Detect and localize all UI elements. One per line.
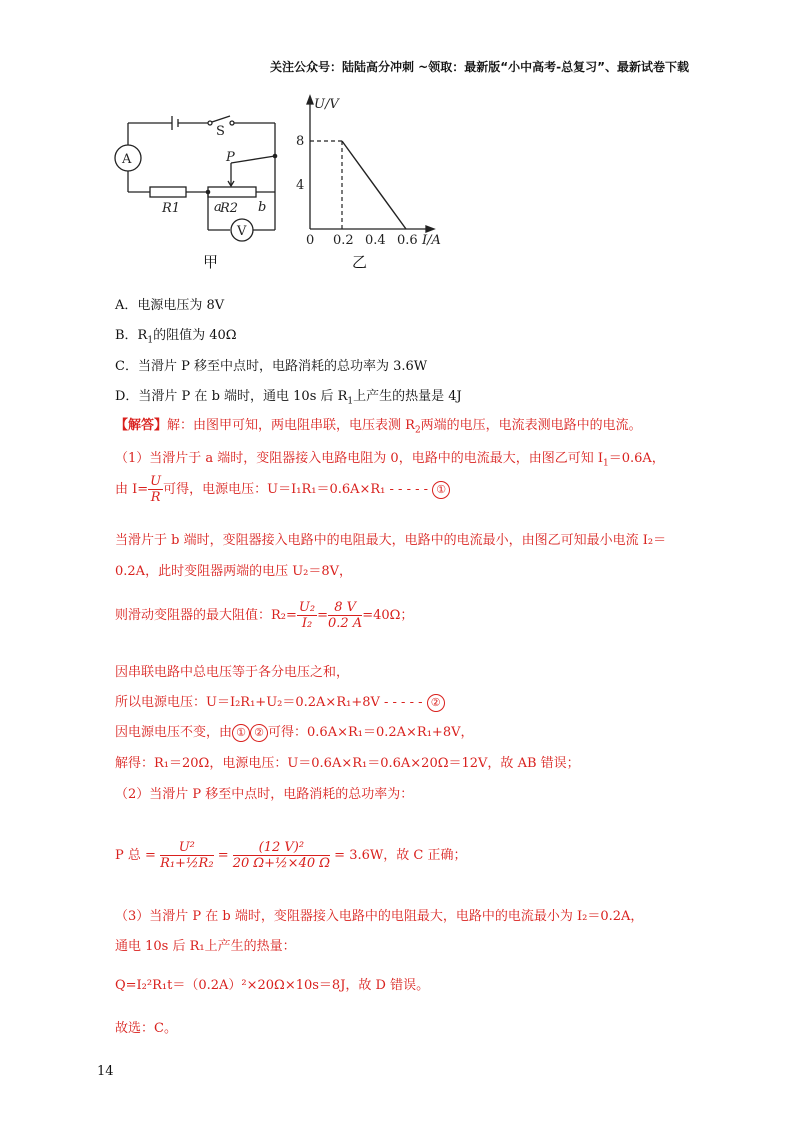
- r1-label: R1: [162, 201, 181, 216]
- option-b: B．$R_1$的阻值为 40Ω: [115, 328, 237, 346]
- solution-line-11: （2）当滑片 P 移至中点时，电路消耗的总功率为：: [115, 787, 414, 802]
- solution-line-6: 则滑动变阻器的最大阻值：R₂= $\frac{\text{U₂}}{\text{I₂}}$ = $\frac{8 V}{0.2 A}$ =40Ω；: [115, 600, 414, 631]
- solution-line-2: （1）当滑片于 a 端时，变阻器接入电路电阻为 0，电路中的电流最大，由图乙可知 $I_1=0.6A$，: [115, 451, 665, 469]
- page-header: 关注公众号：陆陆高分冲刺 ~领取：最新版“小中高考-总复习”、最新试卷下载: [270, 60, 689, 74]
- slider-label: P: [226, 150, 235, 165]
- solution-line-8: 所以电源电压：U＝I₂R₁+U₂＝0.2A×R₁+8V - - - - - ②: [115, 691, 445, 712]
- solution-line-power: P 总 = $\frac{\text{U²}}{\text{R₁+½R₂}}$ = $\frac{\text{(12 V)²}}{\text{20 Ω+½×40 Ω}}$ = 3.6W，故 C 正确；: [115, 840, 467, 871]
- graph-caption: 乙: [352, 253, 368, 271]
- solution-line-3: 由 I= $\frac{U}{R}$ 可得，电源电压：U＝I₁R₁＝0.6A×R₁ - - - - - ①: [115, 474, 450, 505]
- solution-line-1: 【解答】解：由图甲可知，两电阻串联，电压表测 $R_2$两端的电压，电流表测电路中的电流。: [115, 418, 642, 436]
- solution-line-7: 因串联电路中总电压等于各分电压之和，: [115, 665, 350, 680]
- option-d: D．当滑片 P 在 b 端时，通电 10s 后 $R_1$上产生的热量是 4J: [115, 389, 462, 407]
- x-tick-label: 0.6: [397, 233, 418, 248]
- x-tick-label: 0.2: [333, 233, 354, 248]
- end-a-label: a: [214, 200, 222, 215]
- u-i-graph: [290, 92, 460, 252]
- circuit-diagram: [110, 108, 290, 248]
- switch-label: S: [216, 124, 225, 139]
- solution-answer: 故选：C。: [115, 1021, 177, 1036]
- solution-line-10: 解得：R₁＝20Ω，电源电压：U＝0.6A×R₁＝0.6A×20Ω＝12V，故 AB 错误；: [115, 756, 580, 771]
- option-a: A．电源电压为 8V: [115, 298, 225, 313]
- end-b-label: b: [258, 200, 267, 215]
- solution-line-14: Q=I₂²R₁t＝（0.2A）²×20Ω×10s＝8J，故 D 错误。: [115, 978, 430, 993]
- r2-label: R2: [220, 201, 239, 216]
- option-c: C．当滑片 P 移至中点时，电路消耗的总功率为 3.6W: [115, 359, 428, 374]
- circuit-caption: 甲: [203, 253, 219, 271]
- y-tick-label: 4: [296, 178, 305, 193]
- page-number: 14: [97, 1064, 114, 1079]
- u-i-line: [342, 141, 406, 229]
- voltmeter-label: V: [237, 224, 247, 239]
- x-tick-label: 0: [306, 233, 315, 248]
- solution-line-13: 通电 10s 后 R₁上产生的热量：: [115, 939, 296, 954]
- x-tick-label: 0.4: [365, 233, 386, 248]
- solution-line-5: 0.2A，此时变阻器两端的电压 U₂＝8V，: [115, 564, 353, 579]
- ammeter-label: A: [122, 152, 132, 167]
- solution-line-9: 因电源电压不变，由 ① ② 可得：0.6A×R₁＝0.2A×R₁+8V，: [115, 725, 474, 740]
- x-axis-label: I/A: [422, 233, 441, 248]
- y-tick-label: 8: [296, 134, 305, 149]
- solution-line-4: 当滑片于 b 端时，变阻器接入电路中的电阻最大，电路中的电流最小，由图乙可知最小电流 I₂＝: [115, 533, 667, 548]
- solution-line-12: （3）当滑片 P 在 b 端时，变阻器接入电路中的电阻最大，电路中的电流最小为 I₂＝0.2A，: [115, 909, 644, 924]
- y-axis-label: U/V: [314, 97, 339, 112]
